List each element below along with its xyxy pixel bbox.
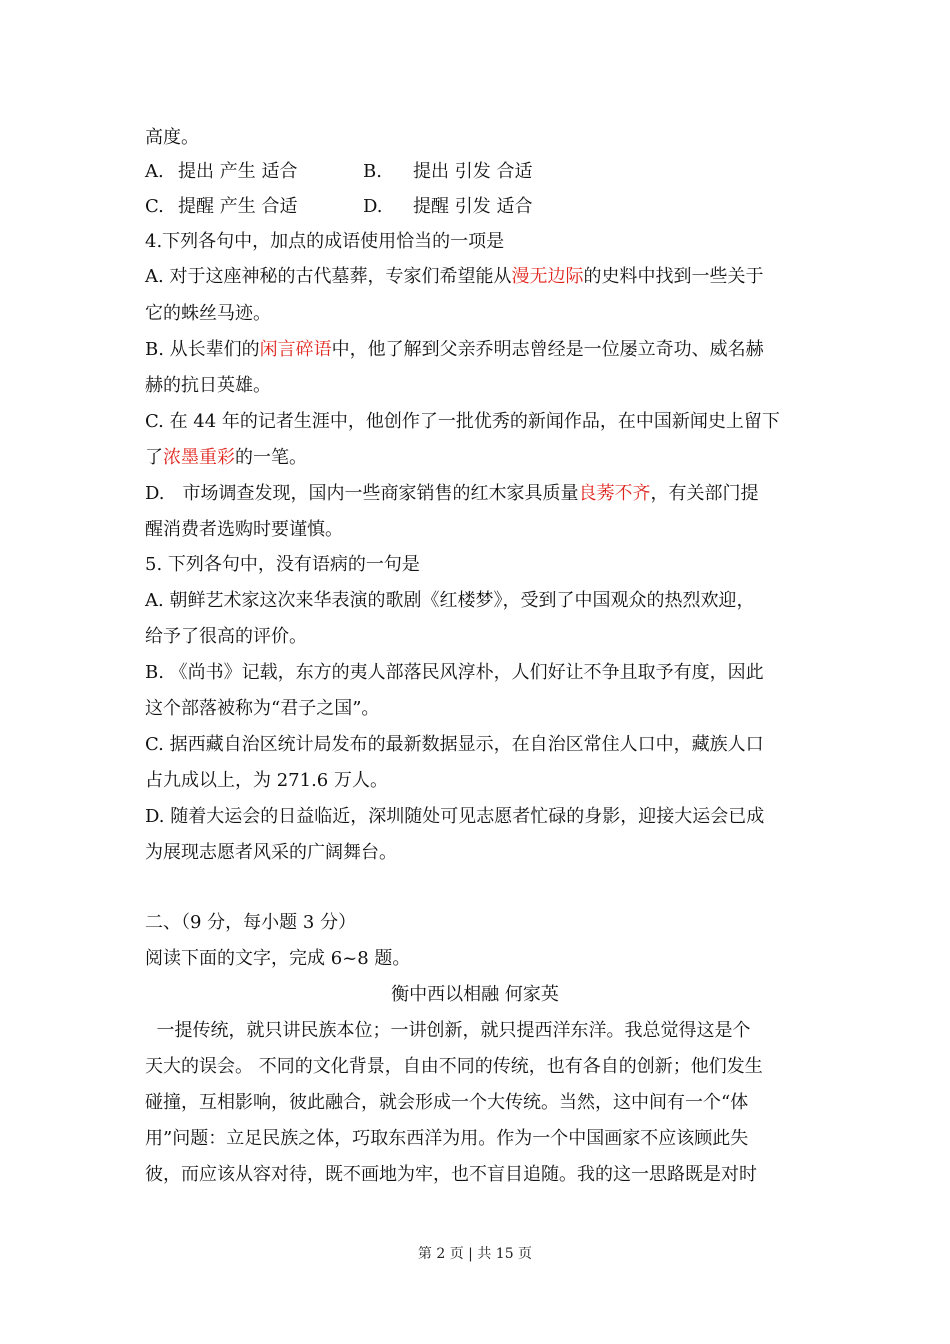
q4-d-pre: D. 市场调查发现，国内一些商家销售的红木家具质量 [145, 483, 579, 504]
q3-option-d-letter: D. [363, 196, 383, 217]
q4-a-post: 的史料中找到一些关于 [583, 266, 764, 287]
page-footer: 第 2 页 | 共 15 页 [417, 1246, 533, 1262]
q4-b-pre: B. 从长辈们的 [145, 339, 260, 360]
q4-a-pre: A. 对于这座神秘的古代墓葬，专家们希望能从 [145, 266, 512, 287]
q4-option-b-line2: 赫的抗日英雄。 [145, 375, 271, 396]
q3-option-c-letter: C. [145, 196, 164, 217]
q4-b-post: 中，他了解到父亲乔明志曾经是一位屡立奇功、威名赫 [331, 339, 764, 360]
q4-option-c-line2 [145, 446, 307, 470]
q5-option-d-line2: 为展现志愿者风采的广阔舞台。 [145, 842, 397, 863]
article-paragraph-line: 碰撞，互相影响，彼此融合，就会形成一个大传统。当然，这中间有一个“体 [145, 1092, 749, 1113]
q4-b-idiom: 闲言碎语 [259, 339, 332, 360]
q5-option-b-line2: 这个部落被称为“君子之国”。 [145, 698, 380, 719]
q5-option-c-line1: C. 据西藏自治区统计局发布的最新数据显示，在自治区常住人口中，藏族人口 [145, 734, 764, 755]
q5-option-a-line2: 给予了很高的评价。 [145, 626, 307, 647]
q4-option-a-line2: 它的蛛丝马迹。 [145, 303, 271, 324]
article-paragraph-line: 彼，而应该从容对待，既不画地为牢，也不盲目追随。我的这一思路既是对时 [145, 1164, 757, 1185]
article-paragraph-line: 天大的误会。 不同的文化背景，自由不同的传统，也有各自的创新；他们发生 [145, 1056, 763, 1077]
q5-option-c-line2: 占九成以上，为 271.6 万人。 [145, 770, 388, 791]
q3-option-d-text: 提醒 引发 适合 [413, 196, 533, 217]
q3-option-a-text: 提出 产生 适合 [178, 161, 298, 182]
q4-a-idiom: 漫无边际 [511, 266, 584, 287]
q4-c-pre: 了 [145, 447, 163, 468]
article-paragraph-line: 一提传统，就只讲民族本位；一讲创新，就只提西洋东洋。我总觉得这是个 [145, 1020, 751, 1041]
q3-option-a-letter: A. [145, 161, 164, 182]
q3-option-b-letter: B. [363, 161, 382, 182]
q4-option-b-line1 [145, 338, 764, 362]
q4-option-d-line1 [145, 482, 759, 506]
q3-option-c-text: 提醒 产生 合适 [178, 196, 298, 217]
q4-d-idiom: 良莠不齐 [578, 483, 651, 504]
q4-c-idiom: 浓墨重彩 [163, 447, 235, 468]
q4-c-post: 的一笔。 [235, 447, 307, 468]
q3-option-b-text: 提出 引发 合适 [413, 161, 533, 182]
q5-option-a-line1: A. 朝鲜艺术家这次来华表演的歌剧《红楼梦》，受到了中国观众的热烈欢迎， [145, 590, 755, 611]
section-2-instruction: 阅读下面的文字，完成 6~8 题。 [145, 948, 411, 969]
q5-option-b-line1: B. 《尚书》记载，东方的夷人部落民风淳朴，人们好让不争且取予有度，因此 [145, 662, 764, 683]
article-paragraph-line: 用”问题：立足民族之体，巧取东西洋为用。作为一个中国画家不应该顾此失 [145, 1128, 749, 1149]
q5-option-d-line1: D. 随着大运会的日益临近，深圳随处可见志愿者忙碌的身影，迎接大运会已成 [145, 806, 765, 827]
q4-stem: 4.下列各句中，加点的成语使用恰当的一项是 [145, 231, 505, 252]
q4-option-d-line2: 醒消费者选购时要谨慎。 [145, 519, 343, 540]
intro-text: 高度。 [145, 127, 199, 148]
section-2-heading: 二、（9 分，每小题 3 分） [145, 912, 357, 933]
q5-stem: 5. 下列各句中，没有语病的一句是 [145, 554, 420, 575]
q4-option-c-line1: C. 在 44 年的记者生涯中，他创作了一批优秀的新闻作品，在中国新闻史上留下 [145, 411, 780, 432]
q4-d-post: ，有关部门提 [650, 483, 759, 504]
article-title: 衡中西以相融 何家英 [391, 984, 559, 1005]
q4-option-a-line1 [145, 265, 763, 289]
